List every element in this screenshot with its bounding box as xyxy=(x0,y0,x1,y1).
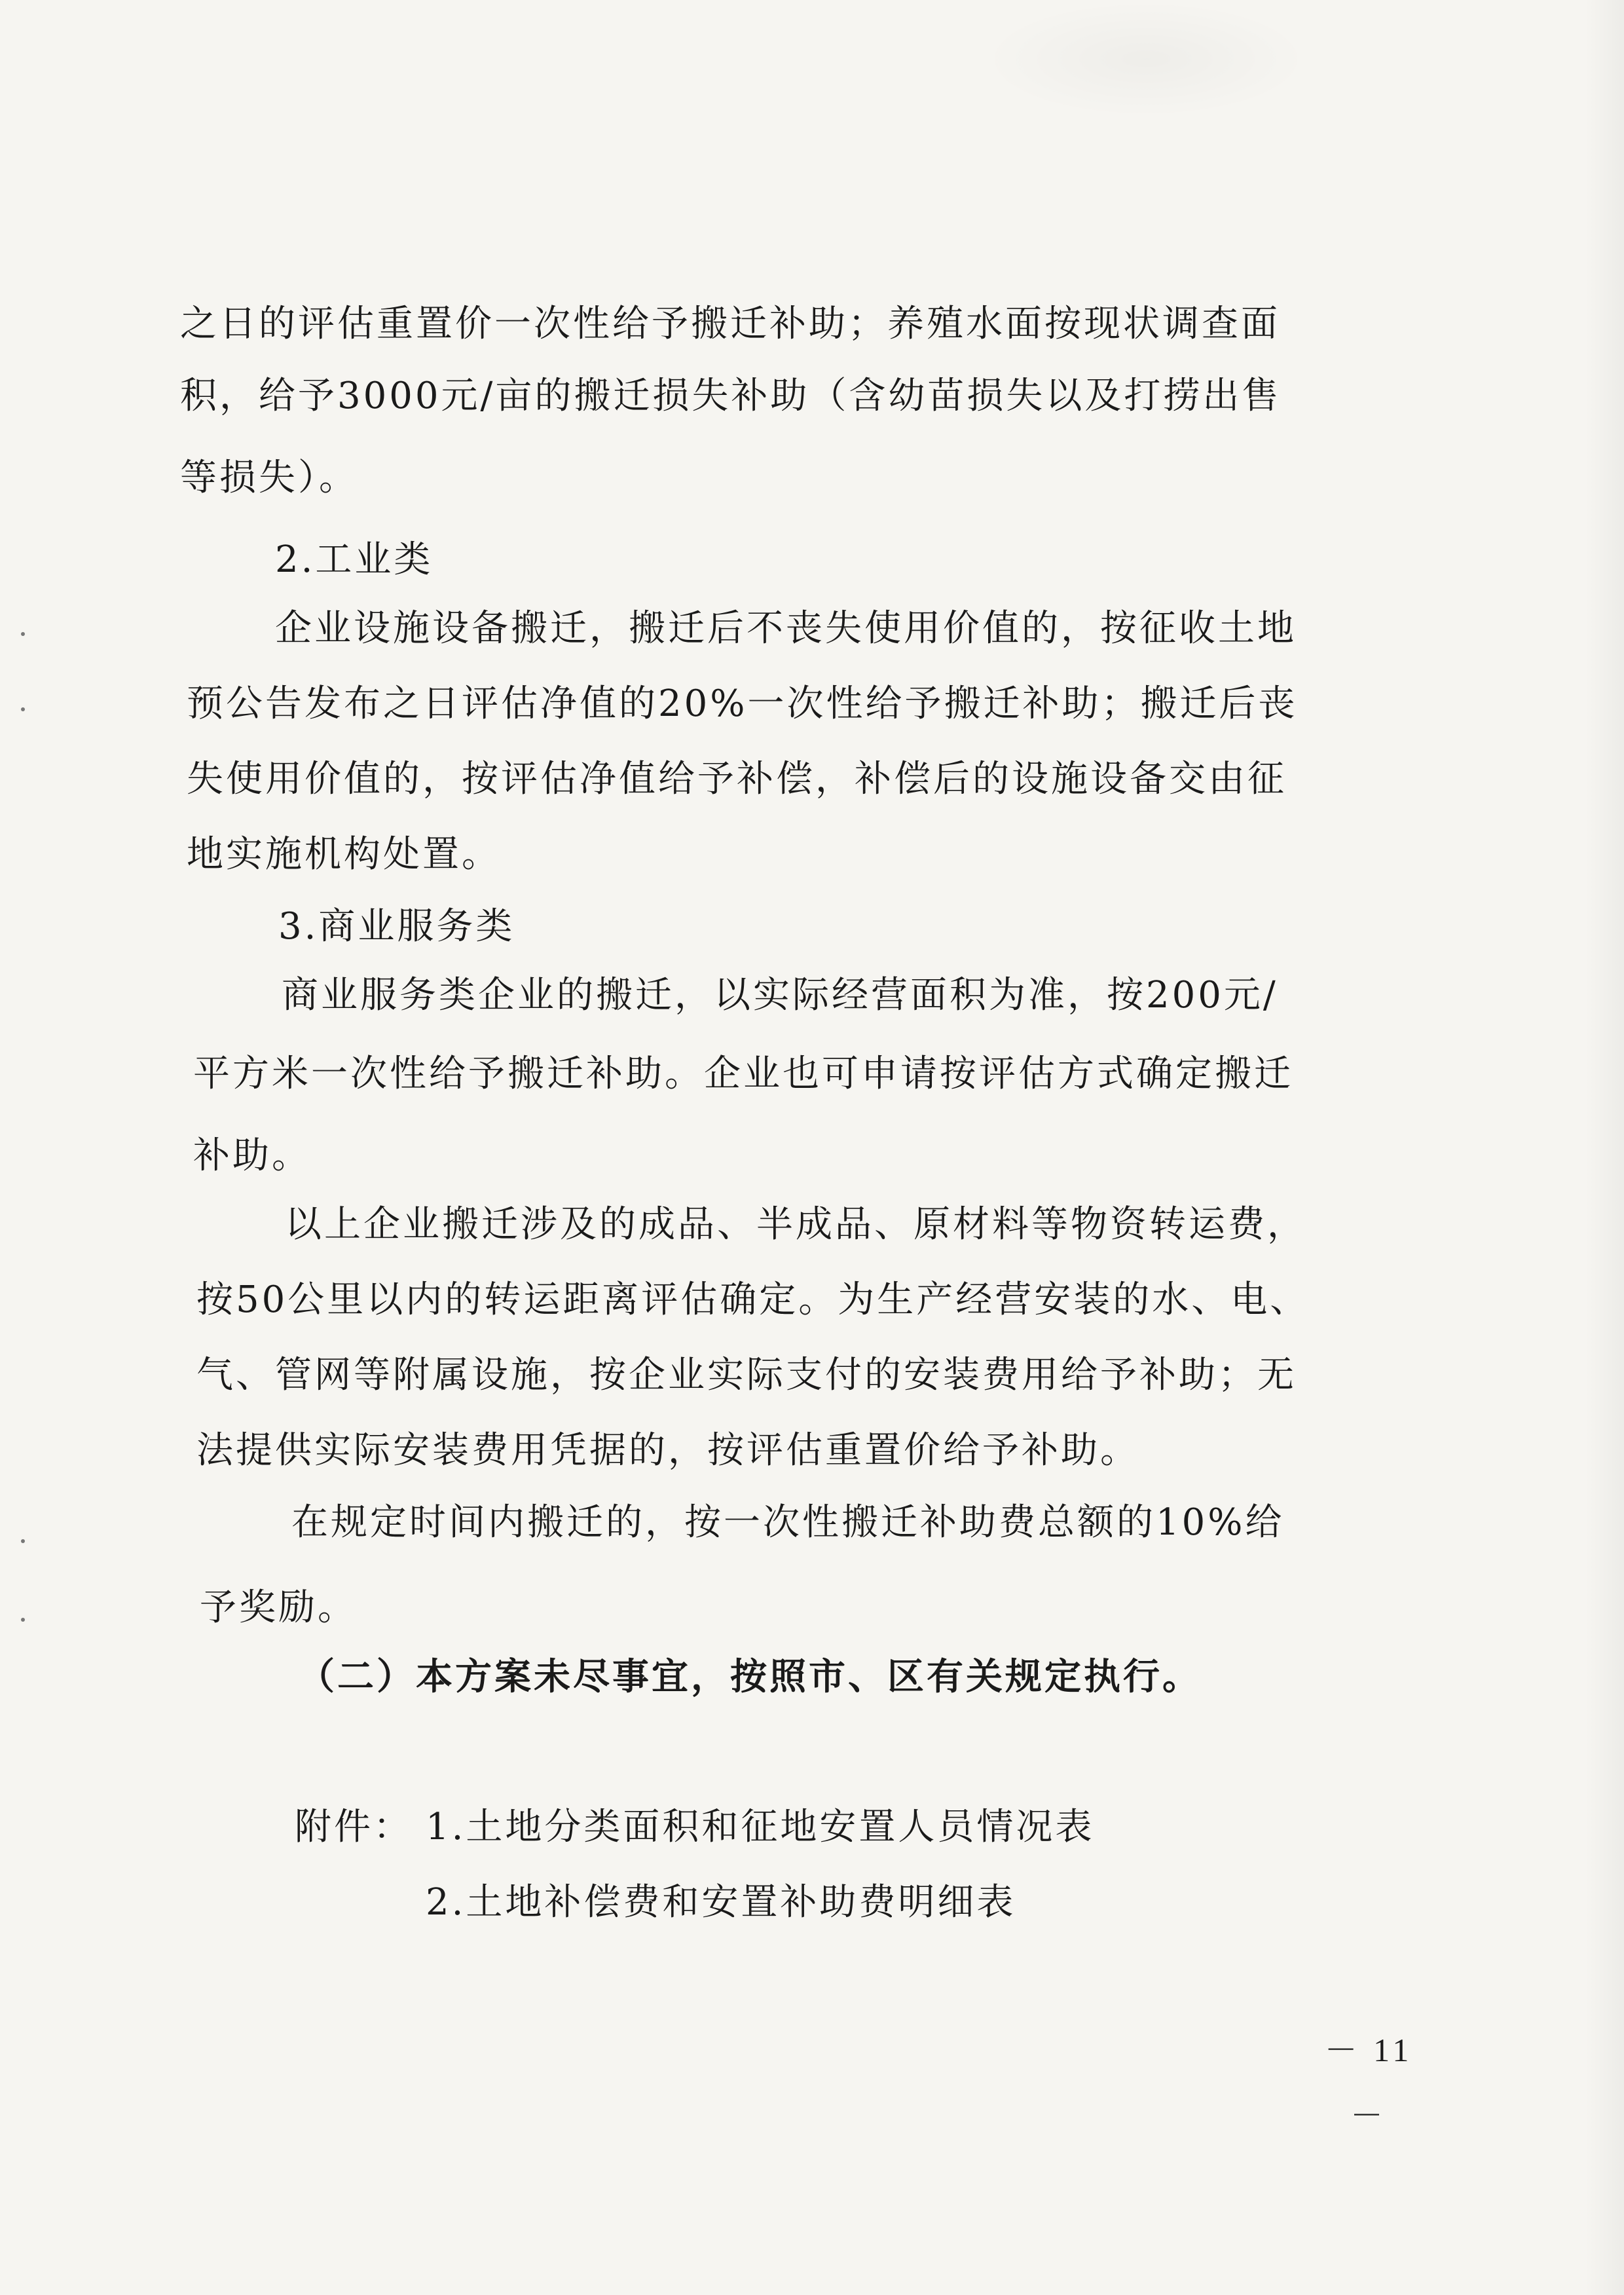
body-line xyxy=(0,1189,1624,1261)
attachment-label: 附件： xyxy=(295,1806,413,1848)
body-line xyxy=(0,743,1624,815)
section-heading-text: 2.工业类 xyxy=(275,538,434,581)
body-line-text: 按50公里以内的转运距离评估确定。为生产经营安装的水、电、 xyxy=(196,1278,1310,1321)
body-line-text: 平方米一次性给予搬迁补助。企业也可申请按评估方式确定搬迁 xyxy=(193,1053,1293,1095)
body-line xyxy=(0,288,1624,360)
body-line xyxy=(0,1120,1624,1192)
section-heading xyxy=(0,524,1624,596)
body-line-text: 补助。 xyxy=(193,1134,311,1177)
body-line-text: 等损失）。 xyxy=(180,457,358,499)
body-line-text: 予奖励。 xyxy=(200,1586,357,1629)
section-heading xyxy=(0,891,1624,963)
body-line xyxy=(0,1038,1624,1110)
body-line xyxy=(0,593,1624,665)
closing-clause xyxy=(0,1641,1624,1713)
body-line xyxy=(0,1264,1624,1336)
closing-clause-text: （二）本方案未尽事宜，按照市、区有关规定执行。 xyxy=(298,1655,1202,1698)
body-line-text: 失使用价值的，按评估净值给予补偿，补偿后的设施设备交由征 xyxy=(187,758,1287,800)
body-line xyxy=(0,819,1624,891)
scan-smudge xyxy=(982,0,1310,118)
body-line xyxy=(0,1415,1624,1487)
attachment-line xyxy=(0,1791,1624,1863)
body-line-text: 在规定时间内搬迁的，按一次性搬迁补助费总额的10%给 xyxy=(291,1501,1285,1544)
body-line xyxy=(0,960,1624,1032)
body-line-text: 地实施机构处置。 xyxy=(187,833,501,876)
body-line xyxy=(0,360,1624,432)
body-line-text: 商业服务类企业的搬迁，以实际经营面积为准，按200元/ xyxy=(282,974,1278,1017)
body-line-text: 企业设施设备搬迁，搬迁后不丧失使用价值的，按征收土地 xyxy=(275,607,1297,650)
body-line-text: 法提供实际安装费用凭据的，按评估重置价给予补助。 xyxy=(196,1429,1139,1472)
body-line-text: 积，给予3000元/亩的搬迁损失补助（含幼苗损失以及打捞出售 xyxy=(180,375,1282,417)
body-line-text: 以上企业搬迁涉及的成品、半成品、原材料等物资转运费， xyxy=(285,1203,1306,1246)
page-number: － 11 － xyxy=(1324,2032,1413,2134)
attachment-item: 2.土地补偿费和安置补助费明细表 xyxy=(426,1881,1016,1924)
body-line-text: 之日的评估重置价一次性给予搬迁补助；养殖水面按现状调查面 xyxy=(180,303,1280,345)
body-line xyxy=(0,1487,1624,1559)
section-heading-text: 3.商业服务类 xyxy=(278,905,515,948)
body-line xyxy=(0,668,1624,740)
attachment-line xyxy=(0,1867,1624,1939)
attachment-item: 1.土地分类面积和征地安置人员情况表 xyxy=(426,1806,1095,1848)
body-line xyxy=(0,442,1624,514)
body-line-text: 预公告发布之日评估净值的20%一次性给予搬迁补助；搬迁后丧 xyxy=(187,682,1298,725)
body-line xyxy=(0,1572,1624,1644)
body-line-text: 气、管网等附属设施，按企业实际支付的安装费用给予补助；无 xyxy=(196,1354,1297,1396)
body-line xyxy=(0,1339,1624,1411)
